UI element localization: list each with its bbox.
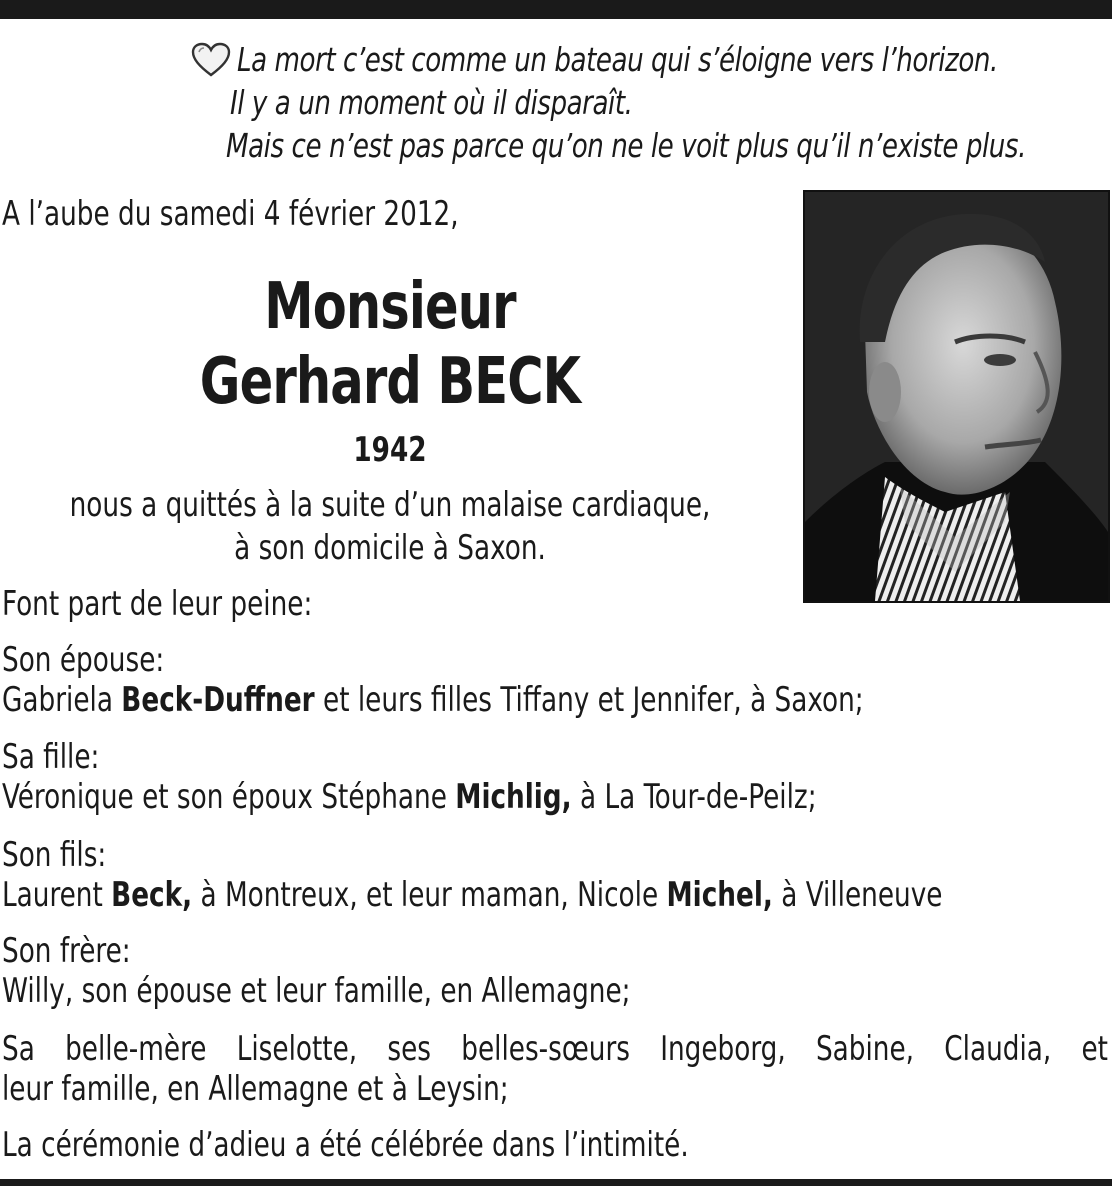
brother-label: Son frère: — [2, 931, 131, 971]
spouse-label: Son épouse: — [2, 640, 165, 680]
announce-text: Font part de leur peine: — [2, 584, 313, 624]
bottom-rule — [0, 1179, 1112, 1186]
heart-icon — [191, 42, 231, 78]
son-surname: Beck, — [111, 875, 193, 915]
top-rule — [0, 0, 1112, 19]
ceremony-text: La cérémonie d’adieu a été célébrée dans l’intimité. — [2, 1125, 689, 1165]
son-surname-2: Michel, — [666, 875, 773, 915]
deceased-title: Monsieur — [264, 270, 516, 344]
portrait-photo — [803, 190, 1110, 603]
daughter-first: Véronique et son époux Stéphane — [2, 777, 447, 817]
quote-line-1: La mort c’est comme un bateau qui s’éloigne vers l’horizon. — [237, 40, 998, 79]
spouse-rest: et leurs filles Tiffany et Jennifer, à Saxon; — [323, 680, 864, 720]
son-mid: à Montreux, et leur maman, Nicole — [200, 875, 659, 915]
deceased-line-1: nous a quittés à la suite d’un malaise cardiaque, — [69, 485, 711, 525]
daughter-rest: à La Tour-de-Peilz; — [579, 777, 817, 817]
spouse-first: Gabriela — [2, 680, 113, 720]
daughter-line — [2, 777, 817, 817]
quote-line-2: Il y a un moment où il disparaît. — [230, 83, 633, 122]
son-label: Son fils: — [2, 835, 107, 875]
daughter-surname: Michlig, — [455, 777, 572, 817]
brother-line: Willy, son épouse et leur famille, en Allemagne; — [2, 971, 631, 1011]
son-first: Laurent — [2, 875, 103, 915]
intro-text: A l’aube du samedi 4 février 2012, — [2, 194, 459, 234]
spouse-surname: Beck-Duffner — [121, 680, 315, 720]
spouse-line — [2, 680, 864, 720]
inlaws-text-1: Sa belle-mère Liselotte, ses belles-sœurs Ingeborg, Sabine, Claudia, et — [2, 1029, 1109, 1069]
son-line — [2, 875, 942, 915]
deceased-line-2: à son domicile à Saxon. — [234, 528, 546, 568]
deceased-year: 1942 — [353, 430, 427, 470]
inlaws-line-1 — [2, 1029, 1108, 1069]
son-rest: à Villeneuve — [781, 875, 943, 915]
quote-line-3: Mais ce n’est pas parce qu’on ne le voit plus qu’il n’existe plus. — [226, 126, 1026, 165]
deceased-name: Gerhard BECK — [199, 345, 581, 419]
daughter-label: Sa fille: — [2, 737, 100, 777]
inlaws-line-2: leur famille, en Allemagne et à Leysin; — [2, 1069, 509, 1109]
